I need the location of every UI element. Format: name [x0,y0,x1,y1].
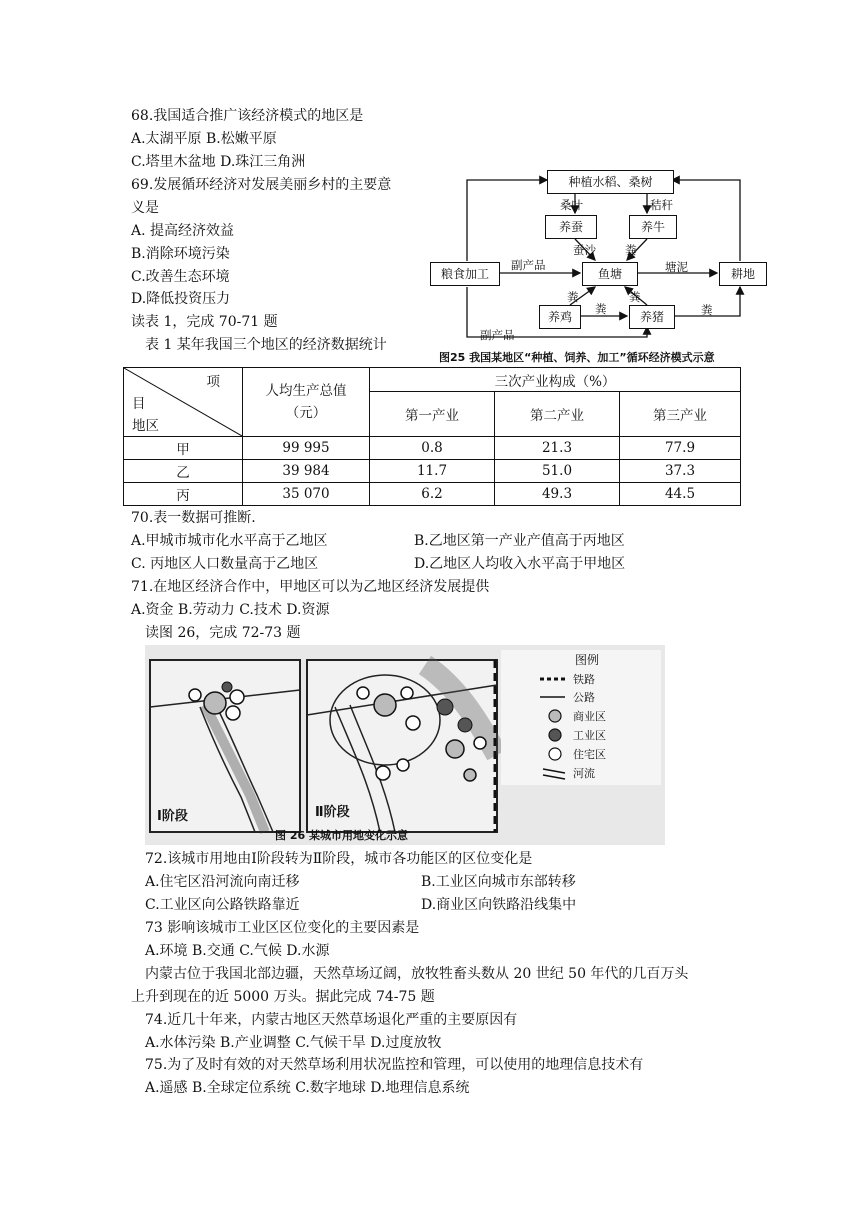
fig25-diagram [425,165,790,365]
q70-option-c: C. 丙地区人口数量高于乙地区 [131,556,319,572]
fig25-label-byproduct-bottom: 副产品 [480,328,515,342]
passage-line1: 内蒙古位于我国北部边疆，天然草场辽阔，放牧牲畜头数从 20 世纪 50 年代的几百万头 [145,966,689,982]
table1-cell-gdp: 99 995 [243,437,370,460]
table1-cell-p2: 49.3 [495,483,620,506]
fig25-label-byproduct-grain: 副产品 [511,258,546,272]
fig25-pond-box: 鱼塘 [582,262,638,286]
q73-options: A.环境 B.交通 C.气候 D.水源 [145,943,330,959]
fig25-grain-box: 粮食加工 [430,262,500,286]
fig26-caption: 图 26 某城市用地变化示意 [275,829,408,842]
q75-options: A.遥感 B.全球定位系统 C.数字地球 D.地理信息系统 [145,1080,470,1096]
table-row [124,483,741,506]
table1 [123,367,741,506]
q68-stem: 68.我国适合推广该经济模式的地区是 [131,108,364,124]
q74-stem: 74.近几十年来，内蒙古地区天然草场退化严重的主要原因有 [145,1012,518,1028]
q71-stem: 71.在地区经济合作中，甲地区可以为乙地区经济发展提供 [131,579,490,595]
fig25-label-straw: 秸秆 [650,198,673,212]
table1-cell-region: 甲 [124,437,243,460]
q69-option-b: B.消除环境污染 [131,246,230,262]
q72-option-b: B.工业区向城市东部转移 [421,874,576,890]
fig26-legend-river: 河流 [573,767,595,780]
table1-header-mu: 目 [132,396,146,412]
table1-header-tertiary: 第三产业 [620,392,741,437]
fig25-planting-box: 种植水稻、桑树 [547,170,674,194]
q68-options-cd: C.塔里木盆地 D.珠江三角洲 [131,154,306,170]
fig25-label-dung-field: 粪 [701,303,713,317]
table1-cell-p3: 77.9 [620,437,741,460]
table1-header-region: 地区 [132,418,159,434]
table1-cell-p1: 6.2 [370,483,495,506]
q70-stem: 70.表一数据可推断. [131,510,256,526]
table1-cell-gdp: 35 070 [243,483,370,506]
passage-line2: 上升到现在的近 5000 万头。据此完成 74-75 题 [131,989,435,1005]
table1-cell-p3: 44.5 [620,483,741,506]
fig25-chicken-box: 养鸡 [539,305,581,329]
table1-caption: 表 1 某年我国三个地区的经济数据统计 [145,337,387,353]
fig26-legend-road: 公路 [573,691,595,704]
table-row [124,437,741,460]
q69-option-c: C.改善生态环境 [131,269,230,285]
fig25-label-silk-sand: 蚕沙 [573,243,596,257]
q70-option-d: D.乙地区人均收入水平高于甲地区 [414,556,626,572]
table1-header-item: 项 [206,374,220,390]
q70-option-b: B.乙地区第一产业产值高于丙地区 [414,533,625,549]
table1-cell-p1: 0.8 [370,437,495,460]
table1-cell-region: 丙 [124,483,243,506]
fig25-cattle-box: 养牛 [629,215,677,239]
fig25-label-mud: 塘泥 [665,260,688,274]
fig25-label-mulberry: 桑叶 [560,198,583,212]
q73-stem: 73 影响该城市工业区区位变化的主要因素是 [145,920,420,936]
q68-options-ab: A.太湖平原 B.松嫩平原 [131,131,277,147]
table1-header-gdp-line1: 人均生产总值 [265,383,347,399]
fig25-label-dung-chicken: 粪 [567,290,579,304]
q69-stem-line1: 69.发展循环经济对发展美丽乡村的主要意 [131,177,392,193]
table1-cell-gdp: 39 984 [243,460,370,483]
fig26-legend-rail: 铁路 [573,673,595,686]
fig26-legend-commercial: 商业区 [573,710,606,723]
table1-cell-p2: 21.3 [495,437,620,460]
fig26-legend-title: 图例 [575,653,600,667]
read-table1-instruction: 读表 1，完成 70-71 题 [131,314,278,330]
fig26-stage1-label: Ⅰ阶段 [157,809,188,824]
q74-options: A.水体污染 B.产业调整 C.气候干旱 D.过度放牧 [145,1035,442,1051]
q72-stem: 72.该城市用地由Ⅰ阶段转为Ⅱ阶段，城市各功能区的区位变化是 [145,851,533,867]
q72-option-a: A.住宅区沿河流向南迁移 [145,874,300,890]
table1-header-gdp-line2: （元） [285,405,327,421]
fig26-legend-industrial: 工业区 [573,729,606,742]
table1-corner-cell [124,368,243,437]
q72-option-d: D.商业区向铁路沿线集中 [421,897,577,913]
fig25-label-dung-cattle: 粪 [625,243,637,257]
table1-header-secondary: 第二产业 [495,392,620,437]
table1-header-gdp [243,368,370,437]
fig26-legend-residential: 住宅区 [573,748,606,761]
q75-stem: 75.为了及时有效的对天然草场利用状况监控和管理，可以使用的地理信息技术有 [145,1057,644,1073]
fig25-field-box: 耕地 [719,262,767,286]
q69-option-d: D.降低投资压力 [131,291,231,307]
fig26-figure [145,645,665,845]
table-row [124,460,741,483]
fig25-pig-box: 养猪 [629,305,675,329]
table1-cell-p3: 37.3 [620,460,741,483]
q70-option-a: A.甲城市城市化水平高于乙地区 [131,533,328,549]
q71-options: A.资金 B.劳动力 C.技术 D.资源 [131,602,330,618]
fig25-label-dung-pig: 粪 [629,290,641,304]
q69-option-a: A. 提高经济效益 [131,223,235,239]
q69-stem-line2: 义是 [131,200,159,216]
table1-header-primary: 第一产业 [370,392,495,437]
read-fig26-instruction: 读图 26，完成 72-73 题 [145,625,301,641]
fig25-label-dung-chicken-pig: 粪 [595,302,607,316]
q72-option-c: C.工业区向公路铁路靠近 [145,897,300,913]
fig25-caption: 图25 我国某地区“种植、饲养、加工”循环经济模式示意 [439,351,715,364]
fig26-stage2-label: Ⅱ阶段 [315,805,350,820]
table1-header-structure: 三次产业构成（%） [370,368,741,392]
table1-cell-region: 乙 [124,460,243,483]
fig25-silkworm-box: 养蚕 [545,215,597,239]
table1-cell-p1: 11.7 [370,460,495,483]
table1-cell-p2: 51.0 [495,460,620,483]
